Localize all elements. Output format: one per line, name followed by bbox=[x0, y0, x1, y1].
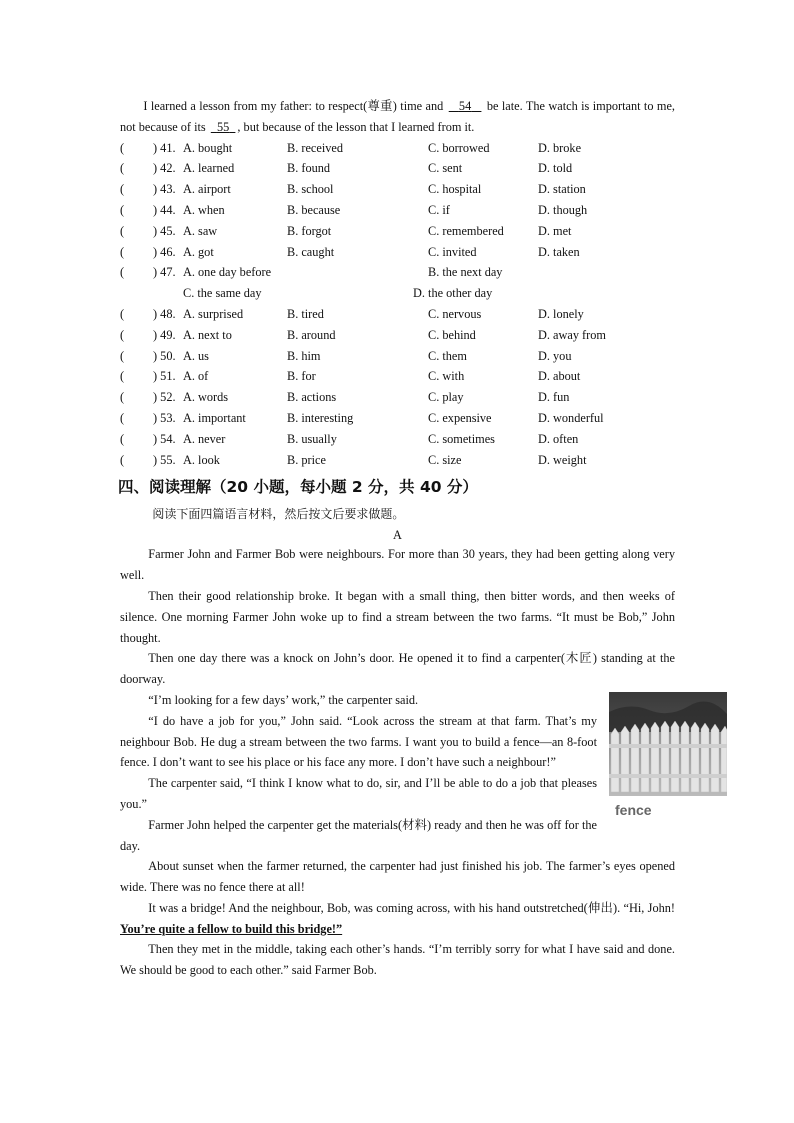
question-row bbox=[120, 179, 675, 200]
exam-page bbox=[120, 96, 675, 981]
answer-paren: ( bbox=[120, 223, 125, 238]
option-b: B. interesting bbox=[287, 410, 354, 425]
option-b: B. received bbox=[287, 140, 343, 155]
option-c: C. with bbox=[428, 369, 465, 384]
option-b: B. tired bbox=[287, 306, 324, 321]
option-a: A. look bbox=[183, 452, 220, 467]
option-c: C. remembered bbox=[428, 223, 504, 238]
option-c: C. behind bbox=[428, 327, 476, 342]
option-a: A. saw bbox=[183, 223, 218, 238]
option-a: A. one day before bbox=[183, 265, 272, 280]
option-c: C. borrowed bbox=[428, 140, 490, 155]
option-d: D. often bbox=[538, 431, 579, 446]
option-b: B. the next day bbox=[428, 265, 503, 280]
fence-photo bbox=[609, 692, 727, 796]
option-b: B. forgot bbox=[287, 223, 332, 238]
option-d: D. told bbox=[538, 161, 573, 176]
cloze-text-3: , but because of the lesson that I learned from it. bbox=[237, 119, 475, 134]
answer-paren: ( bbox=[120, 244, 125, 259]
option-c: C. size bbox=[428, 452, 462, 467]
option-d: D. fun bbox=[538, 390, 570, 405]
question-list-2 bbox=[120, 304, 675, 470]
option-a: A. words bbox=[183, 390, 229, 405]
option-d: D. wonderful bbox=[538, 410, 604, 425]
question-row bbox=[120, 366, 675, 387]
option-d: D. away from bbox=[538, 327, 606, 342]
cloze-text-1: I learned a lesson from my father: to respect(尊重) time and bbox=[143, 99, 444, 113]
question-number: ) 52. bbox=[153, 390, 176, 405]
question-row bbox=[120, 429, 675, 450]
question-number: ) 46. bbox=[153, 244, 176, 259]
option-a: A. bought bbox=[183, 140, 233, 155]
answer-paren: ( bbox=[120, 140, 125, 155]
answer-paren: ( bbox=[120, 431, 125, 446]
question-row bbox=[120, 138, 675, 159]
option-d: D. about bbox=[538, 369, 581, 384]
question-row bbox=[120, 158, 675, 179]
option-d: D. taken bbox=[538, 244, 580, 259]
option-a: A. of bbox=[183, 369, 209, 384]
passage-paragraph: Then one day there was a knock on John’s door. He opened it to find a carpenter(木匠) standing at the doorway. bbox=[120, 651, 675, 687]
option-b: B. around bbox=[287, 327, 336, 342]
option-d: D. met bbox=[538, 223, 572, 238]
answer-paren: ( bbox=[120, 265, 125, 280]
question-row bbox=[120, 242, 675, 263]
option-a: A. important bbox=[183, 410, 246, 425]
question-row-47-cont bbox=[120, 283, 675, 304]
option-b: B. found bbox=[287, 161, 331, 176]
passage-paragraph: “I’m looking for a few days’ work,” the carpenter said. bbox=[148, 692, 419, 707]
option-d: D. broke bbox=[538, 140, 582, 155]
option-d: D. the other day bbox=[413, 286, 493, 301]
question-number: ) 48. bbox=[153, 306, 176, 321]
question-number: ) 50. bbox=[153, 348, 176, 363]
option-a: A. learned bbox=[183, 161, 235, 176]
question-number: ) 45. bbox=[153, 223, 176, 238]
option-c: C. sent bbox=[428, 161, 463, 176]
option-d: D. you bbox=[538, 348, 572, 363]
question-row bbox=[120, 408, 675, 429]
answer-paren: ( bbox=[120, 348, 125, 363]
question-row-47 bbox=[120, 262, 675, 283]
section-instruction: 阅读下面四篇语言材料，然后按文后要求做题。 bbox=[152, 507, 405, 522]
question-list bbox=[120, 138, 675, 263]
option-b: B. actions bbox=[287, 390, 337, 405]
question-row bbox=[120, 346, 675, 367]
option-d: D. weight bbox=[538, 452, 587, 467]
section-title: 四、阅读理解（20 小题，每小题 2 分，共 40 分） bbox=[118, 478, 478, 497]
option-b: B. because bbox=[287, 202, 341, 217]
question-number: ) 55. bbox=[153, 452, 176, 467]
option-d: D. though bbox=[538, 202, 588, 217]
passage-paragraph: About sunset when the farmer returned, the carpenter had just finished his job. The farmer’s eyes opened wide. There was no fence there at all! bbox=[120, 859, 675, 895]
answer-paren: ( bbox=[120, 327, 125, 342]
option-a: A. when bbox=[183, 202, 225, 217]
answer-paren: ( bbox=[120, 306, 125, 321]
option-b: B. usually bbox=[287, 431, 337, 446]
option-c: C. play bbox=[428, 390, 464, 405]
option-c: C. invited bbox=[428, 244, 477, 259]
answer-paren: ( bbox=[120, 369, 125, 384]
option-c: C. nervous bbox=[428, 306, 482, 321]
option-b: B. school bbox=[287, 182, 334, 197]
option-b: B. caught bbox=[287, 244, 335, 259]
question-row bbox=[120, 200, 675, 221]
question-number: ) 53. bbox=[153, 410, 176, 425]
passage-label: A bbox=[393, 528, 402, 543]
option-a: A. never bbox=[183, 431, 226, 446]
option-d: D. lonely bbox=[538, 306, 584, 321]
question-number: ) 47. bbox=[153, 265, 176, 280]
answer-paren: ( bbox=[120, 182, 125, 197]
blank-55: 55 bbox=[216, 119, 230, 134]
option-c: C. the same day bbox=[183, 286, 262, 301]
blank-54: 54 bbox=[458, 99, 472, 113]
option-c: C. if bbox=[428, 202, 450, 217]
question-number: ) 54. bbox=[153, 431, 176, 446]
figure-caption: fence bbox=[615, 801, 652, 818]
option-c: C. them bbox=[428, 348, 467, 363]
question-number: ) 51. bbox=[153, 369, 176, 384]
passage-paragraph: Then they met in the middle, taking each other’s hands. “I’m terribly sorry for what I have said and done. We should be good to each other.” said Farmer Bob. bbox=[120, 942, 675, 978]
option-a: A. airport bbox=[183, 182, 231, 197]
answer-paren: ( bbox=[120, 452, 125, 467]
passage-paragraph: Farmer John and Farmer Bob were neighbours. For more than 30 years, they had been getting along very well. bbox=[120, 547, 675, 583]
question-number: ) 44. bbox=[153, 202, 176, 217]
fence-figure bbox=[609, 692, 729, 821]
option-b: B. price bbox=[287, 452, 326, 467]
option-a: A. surprised bbox=[183, 306, 244, 321]
passage-paragraph: Then their good relationship broke. It began with a small thing, then bitter words, and then weeks of silence. One morning Farmer John woke up to find a stream between the two farms. “It must be Bob,” John thought. bbox=[120, 588, 675, 645]
question-number: ) 49. bbox=[153, 327, 176, 342]
cloze-text-2: be late. The watch is important to me, not because of its bbox=[120, 99, 675, 134]
option-b: B. for bbox=[287, 369, 316, 384]
question-number: ) 41. bbox=[153, 140, 176, 155]
cloze-tail-paragraph bbox=[120, 96, 675, 138]
answer-paren: ( bbox=[120, 161, 125, 176]
option-b: B. him bbox=[287, 348, 321, 363]
passage-paragraph: It was a bridge! And the neighbour, Bob, was coming across, with his hand outstretched(伸出). “Hi, John! You’re quite a fellow to build this bridge!” bbox=[120, 900, 675, 936]
passage-paragraph: The carpenter said, “I think I know what to do, sir, and I’ll be able to do a job that pleases you.” bbox=[120, 776, 597, 811]
option-c: C. expensive bbox=[428, 410, 492, 425]
question-row bbox=[120, 387, 675, 408]
answer-paren: ( bbox=[120, 202, 125, 217]
question-number: ) 43. bbox=[153, 182, 176, 197]
option-a: A. us bbox=[183, 348, 209, 363]
answer-paren: ( bbox=[120, 410, 125, 425]
question-number: ) 42. bbox=[153, 161, 176, 176]
option-c: C. sometimes bbox=[428, 431, 495, 446]
question-row bbox=[120, 325, 675, 346]
question-row bbox=[120, 221, 675, 242]
passage-paragraph: “I do have a job for you,” John said. “Look across the stream at that farm. That’s my neighbour Bob. He dug a stream between the two farms. I want you to build a fence—an 8-foot fence. I don’t want to see his place or his face any more. I don’t have such a neighbour!” bbox=[120, 713, 597, 770]
question-row bbox=[120, 304, 675, 325]
option-a: A. got bbox=[183, 244, 214, 259]
passage-paragraph: Farmer John helped the carpenter get the materials(材料) ready and then he was off for the day. bbox=[120, 817, 597, 853]
emphasized-quote: You’re quite a fellow to build this bridge!” bbox=[120, 921, 343, 936]
answer-paren: ( bbox=[120, 390, 125, 405]
question-row bbox=[120, 450, 675, 471]
option-c: C. hospital bbox=[428, 182, 482, 197]
option-d: D. station bbox=[538, 182, 586, 197]
option-a: A. next to bbox=[183, 327, 232, 342]
